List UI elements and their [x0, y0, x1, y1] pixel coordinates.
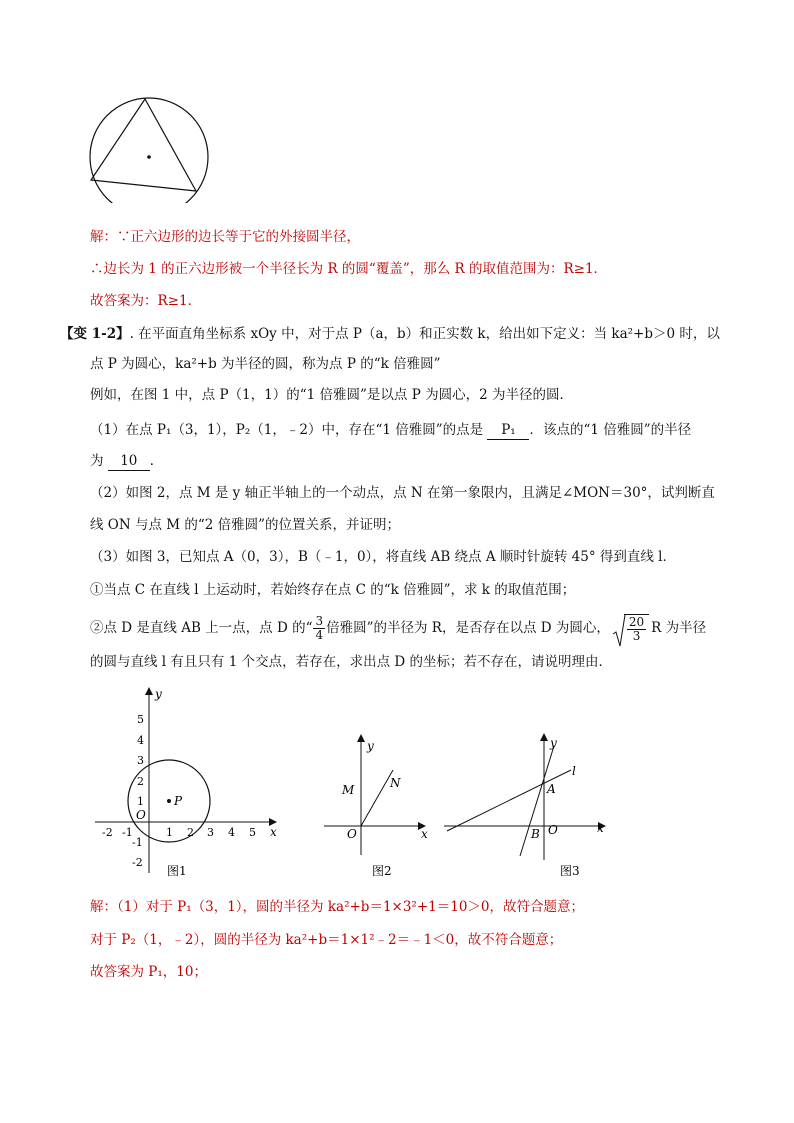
- fig2-x-label: x: [421, 827, 428, 841]
- figure-3: [440, 730, 610, 880]
- fig1-xtick: 4: [228, 826, 235, 839]
- question2-line1: （2）如图 2，点 M 是 y 轴正半轴上的一个动点，点 N 在第一象限内，且满足∠MON＝30°，试判断直: [90, 485, 715, 501]
- center-dot: [147, 155, 151, 159]
- fig3-label-l: l: [572, 764, 576, 778]
- fig1-xtick: -2: [102, 826, 113, 839]
- problem-line2: 点 P 为圆心，ka²+b 为半径的圆，称为点 P 的“k 倍雅圆”: [90, 356, 441, 372]
- fig2-y-label: y: [367, 739, 374, 753]
- solution1-line1: 解：∵正六边形的边长等于它的外接圆半径，: [90, 229, 360, 245]
- circumcircle: [90, 98, 208, 203]
- question3-part1: ①当点 C 在直线 l 上运动时，若始终存在点 C 的“k 倍雅圆”，求 k 的取值范围；: [90, 582, 576, 598]
- q1-text-d: ．: [149, 453, 164, 469]
- fig1-x-ticks: [102, 826, 256, 839]
- solution1-line3: 故答案为：R≥1．: [90, 293, 202, 309]
- fig1-origin: O: [136, 808, 146, 822]
- question1-line2: [90, 452, 163, 471]
- solution2-line3: 故答案为 P₁，10；: [90, 964, 207, 980]
- question1-line: [90, 421, 691, 440]
- figure-1: [90, 683, 290, 883]
- fig2-label-n: N: [390, 776, 401, 790]
- fig1-x-label: x: [270, 825, 277, 839]
- solution2-line1: 解：（1）对于 P₁（3，1），圆的半径为 ka²+b＝1×3²+1＝10＞0，故符合题意；: [90, 899, 585, 915]
- q3-2-sqrt-after: R 为半径: [651, 620, 707, 636]
- problem-line3: 例如，在图 1 中，点 P（1，1）的“1 倍雅圆”是以点 P 为圆心，2 为半径的圆．: [90, 387, 573, 403]
- circle-triangle-figure: [86, 97, 214, 203]
- question2-line2: 线 ON 与点 M 的“2 倍雅圆”的位置关系，并证明；: [90, 517, 401, 533]
- fig3-label-b: B: [531, 827, 540, 841]
- fig1-xtick: -1: [122, 826, 133, 839]
- solution2-line2: 对于 P₂（1，﹣2），圆的半径为 ka²+b＝1×1²﹣2＝﹣1＜0，故不符合题意；: [90, 932, 563, 948]
- q1-text-b: ．该点的“1 倍雅圆”的半径: [529, 422, 692, 438]
- fig1-ytick: -1: [132, 836, 143, 849]
- fig1-xtick: 1: [166, 826, 173, 839]
- fig2-origin: O: [347, 827, 357, 841]
- fig1-caption: 图1: [167, 864, 187, 878]
- problem-text-1: . 在平面直角坐标系 xOy 中，对于点 P（a，b）和正实数 k，给出如下定义：当 ka²+b＞0 时，以: [129, 326, 720, 342]
- fig3-line-l: [447, 770, 571, 831]
- fig1-xtick: 5: [249, 826, 256, 839]
- fig1-y-label: y: [155, 687, 162, 701]
- fig2-caption: 图2: [372, 864, 392, 878]
- fig1-point-p: [167, 799, 171, 803]
- fig2-ray-on: [361, 770, 393, 826]
- q3-2-text-b: 倍雅圆”的半径为 R，是否存在以点 D 为圆心，: [326, 620, 610, 636]
- fig1-ytick: -2: [132, 856, 143, 869]
- solution1-line2: ∴边长为 1 的正六边形被一个半径长为 R 的圆“覆盖”，那么 R 的取值范围为：R≥1．: [90, 261, 608, 277]
- fig1-ytick: 4: [137, 734, 144, 747]
- q1-answer-2: 10: [108, 452, 150, 471]
- question3-part2-line1: [90, 614, 706, 643]
- question3-line: （3）如图 3，已知点 A（0，3），B（﹣1，0），将直线 AB 绕点 A 顺时针旋转 45° 得到直线 l．: [90, 549, 676, 565]
- question3-part2-line2: 的圆与直线 l 有且只有 1 个交点，若存在，求出点 D 的坐标；若不存在，请说明理由．: [90, 654, 612, 670]
- fig3-y-label: y: [550, 736, 557, 750]
- fig1-ytick: 1: [137, 795, 144, 808]
- q3-2-text-a: ②点 D 是直线 AB 上一点，点 D 的“: [90, 620, 313, 636]
- problem-line1: [60, 325, 720, 343]
- q1-answer-1: P₁: [487, 421, 529, 440]
- fig3-caption: 图3: [560, 864, 580, 878]
- fig3-origin: O: [548, 823, 558, 837]
- fraction-three-quarters: $\frac{3}{4}$: [315, 614, 324, 642]
- q1-text-a: （1）在点 P₁（3，1），P₂（1，﹣2）中，存在“1 倍雅圆”的点是: [90, 422, 484, 438]
- fig3-label-a: A: [547, 782, 556, 796]
- fig1-xtick: 2: [187, 826, 194, 839]
- fig1-xtick: 3: [207, 826, 214, 839]
- fig2-label-m: M: [342, 783, 355, 797]
- sqrt-expression: $\frac{20}{3}$: [612, 614, 649, 643]
- fig1-ytick: 3: [137, 754, 144, 767]
- fig3-x-label: x: [597, 821, 604, 835]
- fig1-ytick: 5: [137, 713, 144, 726]
- fig1-ytick: 2: [137, 775, 144, 788]
- problem-tag: 【变 1-2】: [60, 326, 130, 342]
- q1-text-c: 为: [90, 453, 104, 469]
- fig1-point-label: P: [174, 794, 183, 808]
- figure-2: [320, 730, 440, 880]
- fig1-y-ticks: [132, 713, 144, 869]
- inscribed-triangle: [91, 99, 196, 191]
